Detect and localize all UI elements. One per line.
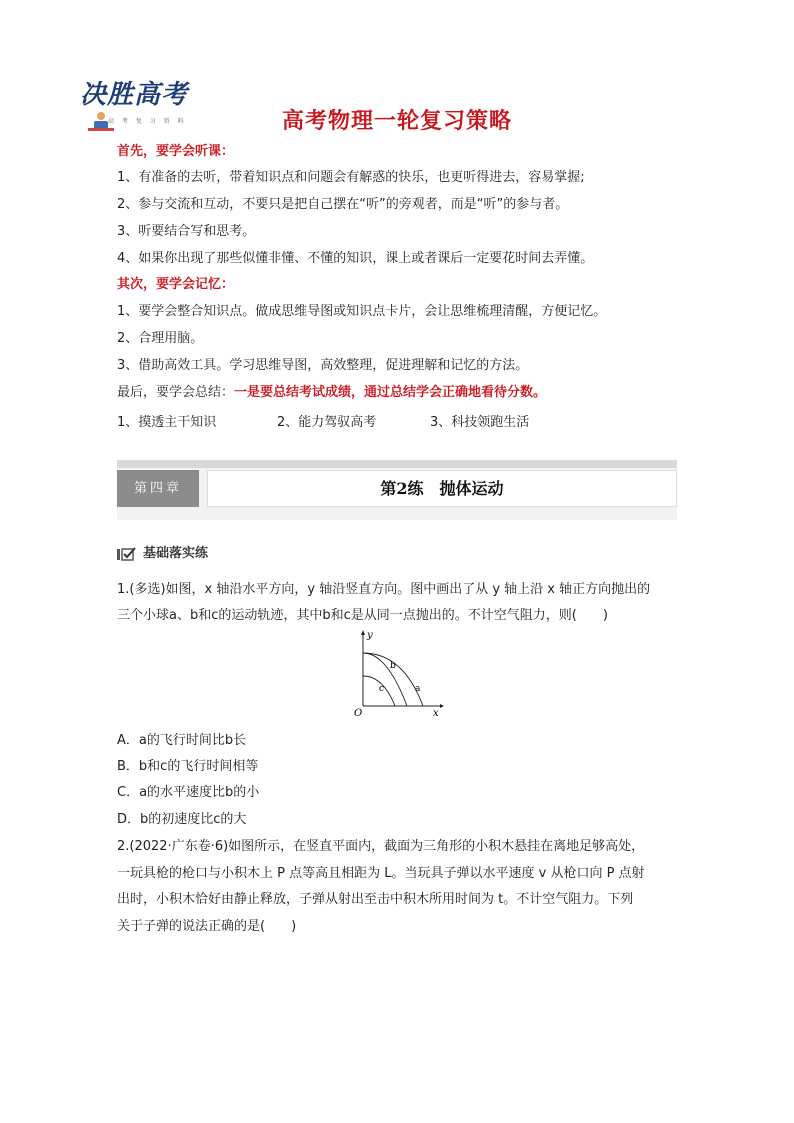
q1-option-a: A．a的飞行时间比b长: [117, 733, 247, 748]
label-b: b: [390, 661, 396, 671]
q2-line-4: 关于子弹的说法正确的是( ): [117, 919, 297, 934]
trajectory-b: [363, 653, 407, 706]
q1-option-b: B．b和c的飞行时间相等: [117, 759, 259, 774]
q1-option-d: D．b的初速度比c的大: [117, 812, 247, 827]
label-a: a: [415, 684, 421, 694]
second-item-2: 2、合理用脑。: [117, 331, 204, 346]
tip-3: 3、科技领跑生活: [430, 415, 530, 430]
second-item-3: 3、借助高效工具。学习思维导图，高效整理，促进理解和记忆的方法。: [117, 358, 529, 373]
page-title: 高考物理一轮复习策略: [281, 109, 512, 134]
tip-2: 2、能力驾驭高考: [277, 415, 377, 430]
chapter-banner: [117, 460, 677, 520]
x-axis-label: x: [433, 708, 439, 716]
lesson-title: 第2练 抛体运动: [380, 479, 504, 498]
q2-line-3: 出时，小积木恰好由静止释放，子弹从射出至击中积木所用时间为 t。不计空气阻力。下列: [117, 892, 634, 907]
second-heading: 其次，要学会记忆：: [117, 277, 235, 292]
first-heading: 首先，要学会听课：: [117, 144, 235, 159]
second-item-1: 1、要学会整合知识点。做成思维导图或知识点卡片，会让思维梳理清醒，方便记忆。: [117, 304, 607, 319]
summary-highlight: 一是要总结考试成绩，通过总结学会正确地看待分数。: [234, 385, 547, 400]
q1-option-c: C．a的水平速度比b的小: [117, 785, 260, 800]
logo-subtext: 高 考 复 习 资 料: [108, 118, 187, 125]
q1-line-2: 三个小球a、b和c的运动轨迹，其中b和c是从同一点抛出的。不计空气阻力，则( ): [117, 608, 608, 623]
section-header: [117, 542, 208, 561]
origin-label: O: [354, 708, 363, 716]
summary-line: [117, 384, 546, 402]
y-axis-label: y: [367, 630, 373, 641]
q2-line-1: 2.(2022·广东卷·6)如图所示，在竖直平面内，截面为三角形的小积木悬挂在离地足够高处，: [117, 839, 645, 854]
q2-line-2: 一玩具枪的枪口与小积木上 P 点等高且相距为 L。当玩具子弹以水平速度 v 从枪口向 P 点射: [117, 866, 645, 881]
first-item-1: 1、有准备的去听，带着知识点和问题会有解惑的快乐，也更听得进去，容易掌握;: [117, 170, 585, 185]
first-item-4: 4、如果你出现了那些似懂非懂、不懂的知识，课上或者课后一定要花时间去弄懂。: [117, 251, 594, 266]
summary-prefix: 最后，要学会总结：: [117, 385, 235, 400]
first-item-3: 3、听要结合写和思考。: [117, 224, 256, 239]
checklist-icon: [117, 547, 137, 561]
first-item-2: 2、参与交流和互动，不要只是把自己摆在“听”的旁观者，而是“听”的参与者。: [117, 197, 569, 212]
chapter-label: 第四章: [117, 470, 199, 507]
section-title: 基础落实练: [143, 546, 209, 561]
trajectory-figure: [345, 628, 445, 716]
label-c: c: [379, 684, 385, 694]
q1-line-1: 1.(多选)如图，x 轴沿水平方向，y 轴沿竖直方向。图中画出了从 y 轴上沿 x 轴正方向抛出的: [117, 582, 651, 597]
logo-text: 决胜高考: [80, 80, 189, 110]
tip-1: 1、摸透主干知识: [117, 415, 217, 430]
